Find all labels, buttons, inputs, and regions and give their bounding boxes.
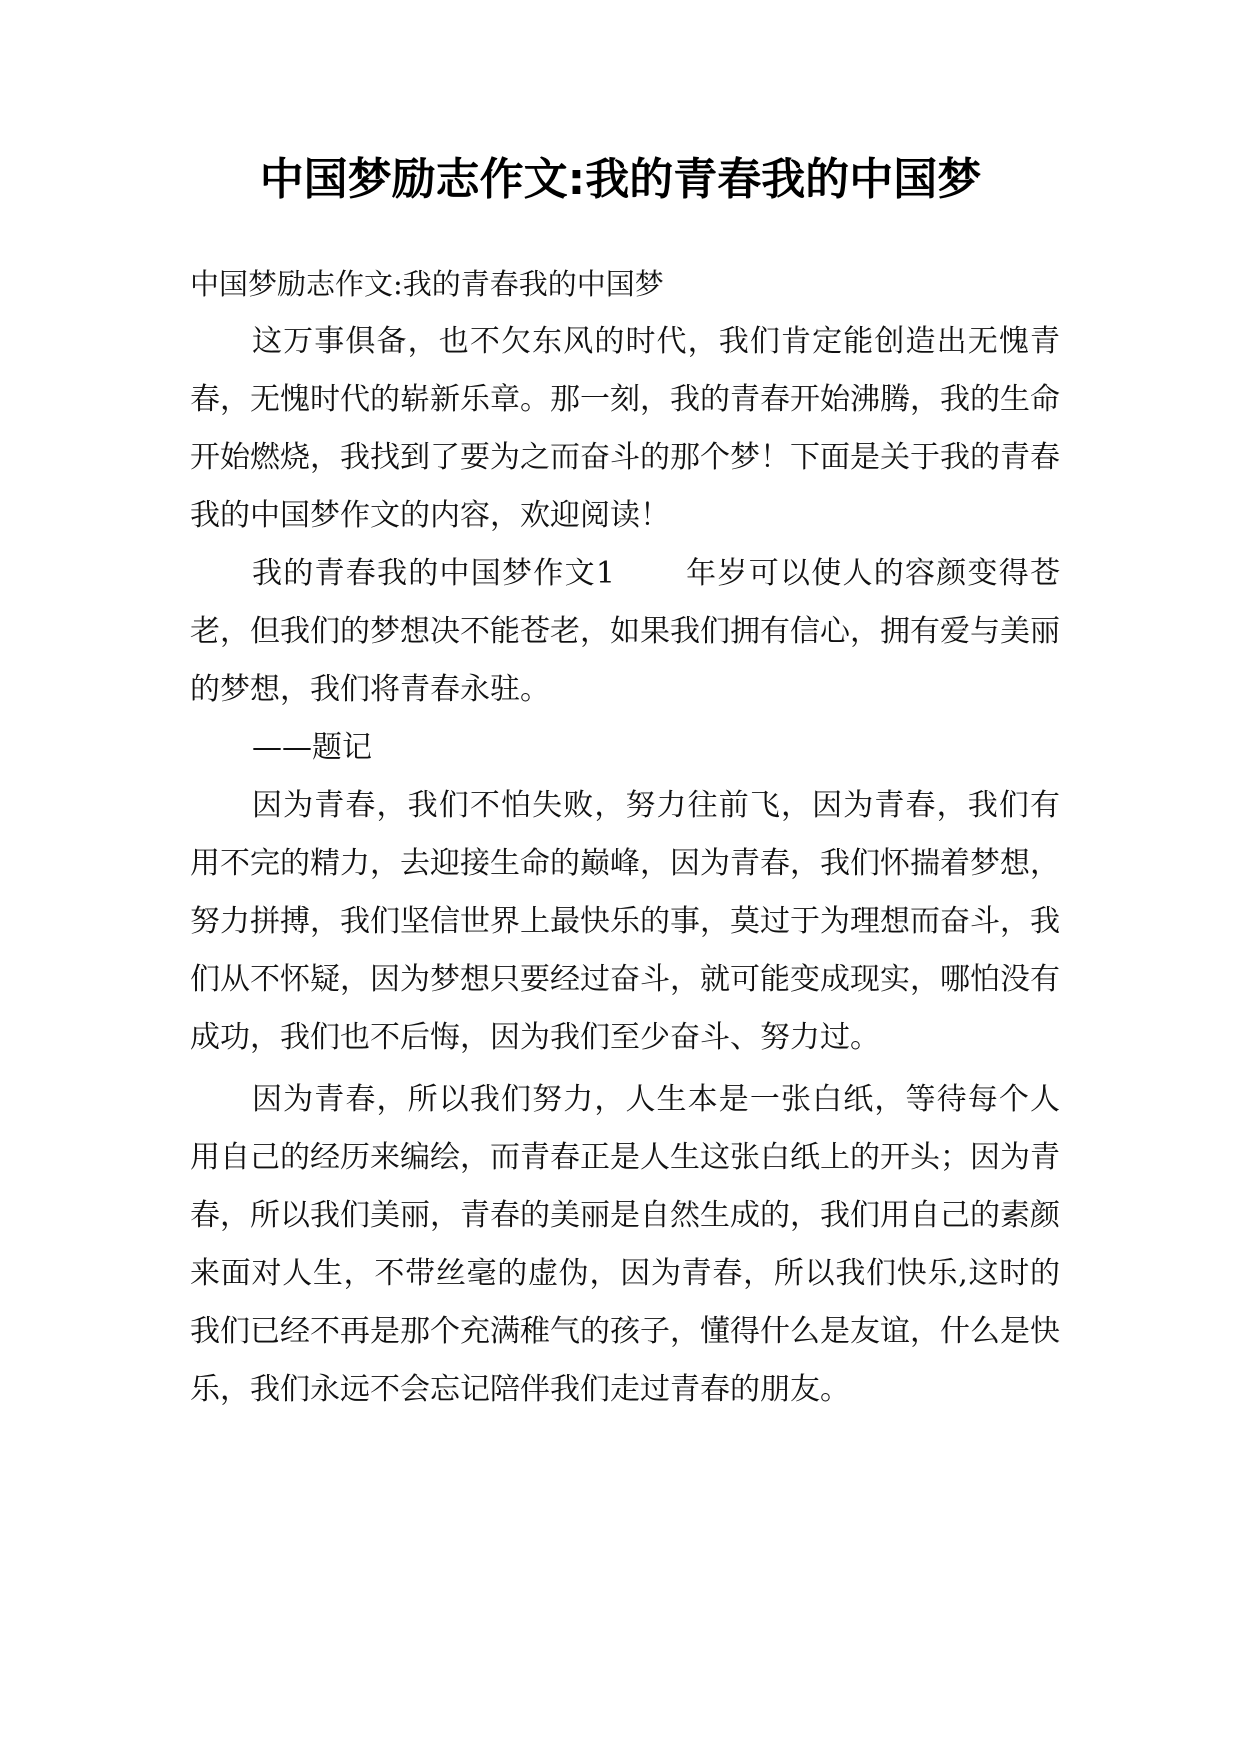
essay-epigraph: 年岁可以使人的容颜变得苍老，但我们的梦想决不能苍老，如果我们拥有信心，拥有爱与美丽的梦想，我们将青春永驻。 [190,556,1061,707]
body-paragraph-2: 因为青春，所以我们努力，人生本是一张白纸，等待每个人用自己的经历来编绘，而青春正是人生这张白纸上的开头；因为青春，所以我们美丽，青春的美丽是自然生成的，我们用自己的素颜来面对人生，不带丝毫的虚伪，因为青春，所以我们快乐,这时的我们已经不再是那个充满稚气的孩子，懂得什么是友谊，什么是快乐，我们永远不会忘记陪伴我们走过青春的朋友。 [190,1082,1060,1407]
document-body [190,255,1060,1419]
intro-paragraph: 这万事俱备，也不欠东风的时代，我们肯定能创造出无愧青春，无愧时代的崭新乐章。那一刻，我的青春开始沸腾，我的生命开始燃烧，我找到了要为之而奋斗的那个梦！下面是关于我的青春我的中国梦作文的内容，欢迎阅读！ [190,324,1060,533]
document-title: 中国梦励志作文:我的青春我的中国梦 [259,154,982,205]
epigraph-attribution: ——题记 [252,730,372,765]
document-subtitle: 中国梦励志作文:我的青春我的中国梦 [190,267,664,301]
essay-heading: 我的青春我的中国梦作文1 [252,556,615,591]
body-paragraph-1: 因为青春，我们不怕失败，努力往前飞，因为青春，我们有用不完的精力，去迎接生命的巅峰，因为青春，我们怀揣着梦想，努力拼搏，我们坚信世界上最快乐的事，莫过于为理想而奋斗，我们从不怀疑，因为梦想只要经过奋斗，就可能变成现实，哪怕没有成功，我们也不后悔，因为我们至少奋斗、努力过。 [190,788,1060,1055]
essay-intro-paragraph [190,545,1060,719]
